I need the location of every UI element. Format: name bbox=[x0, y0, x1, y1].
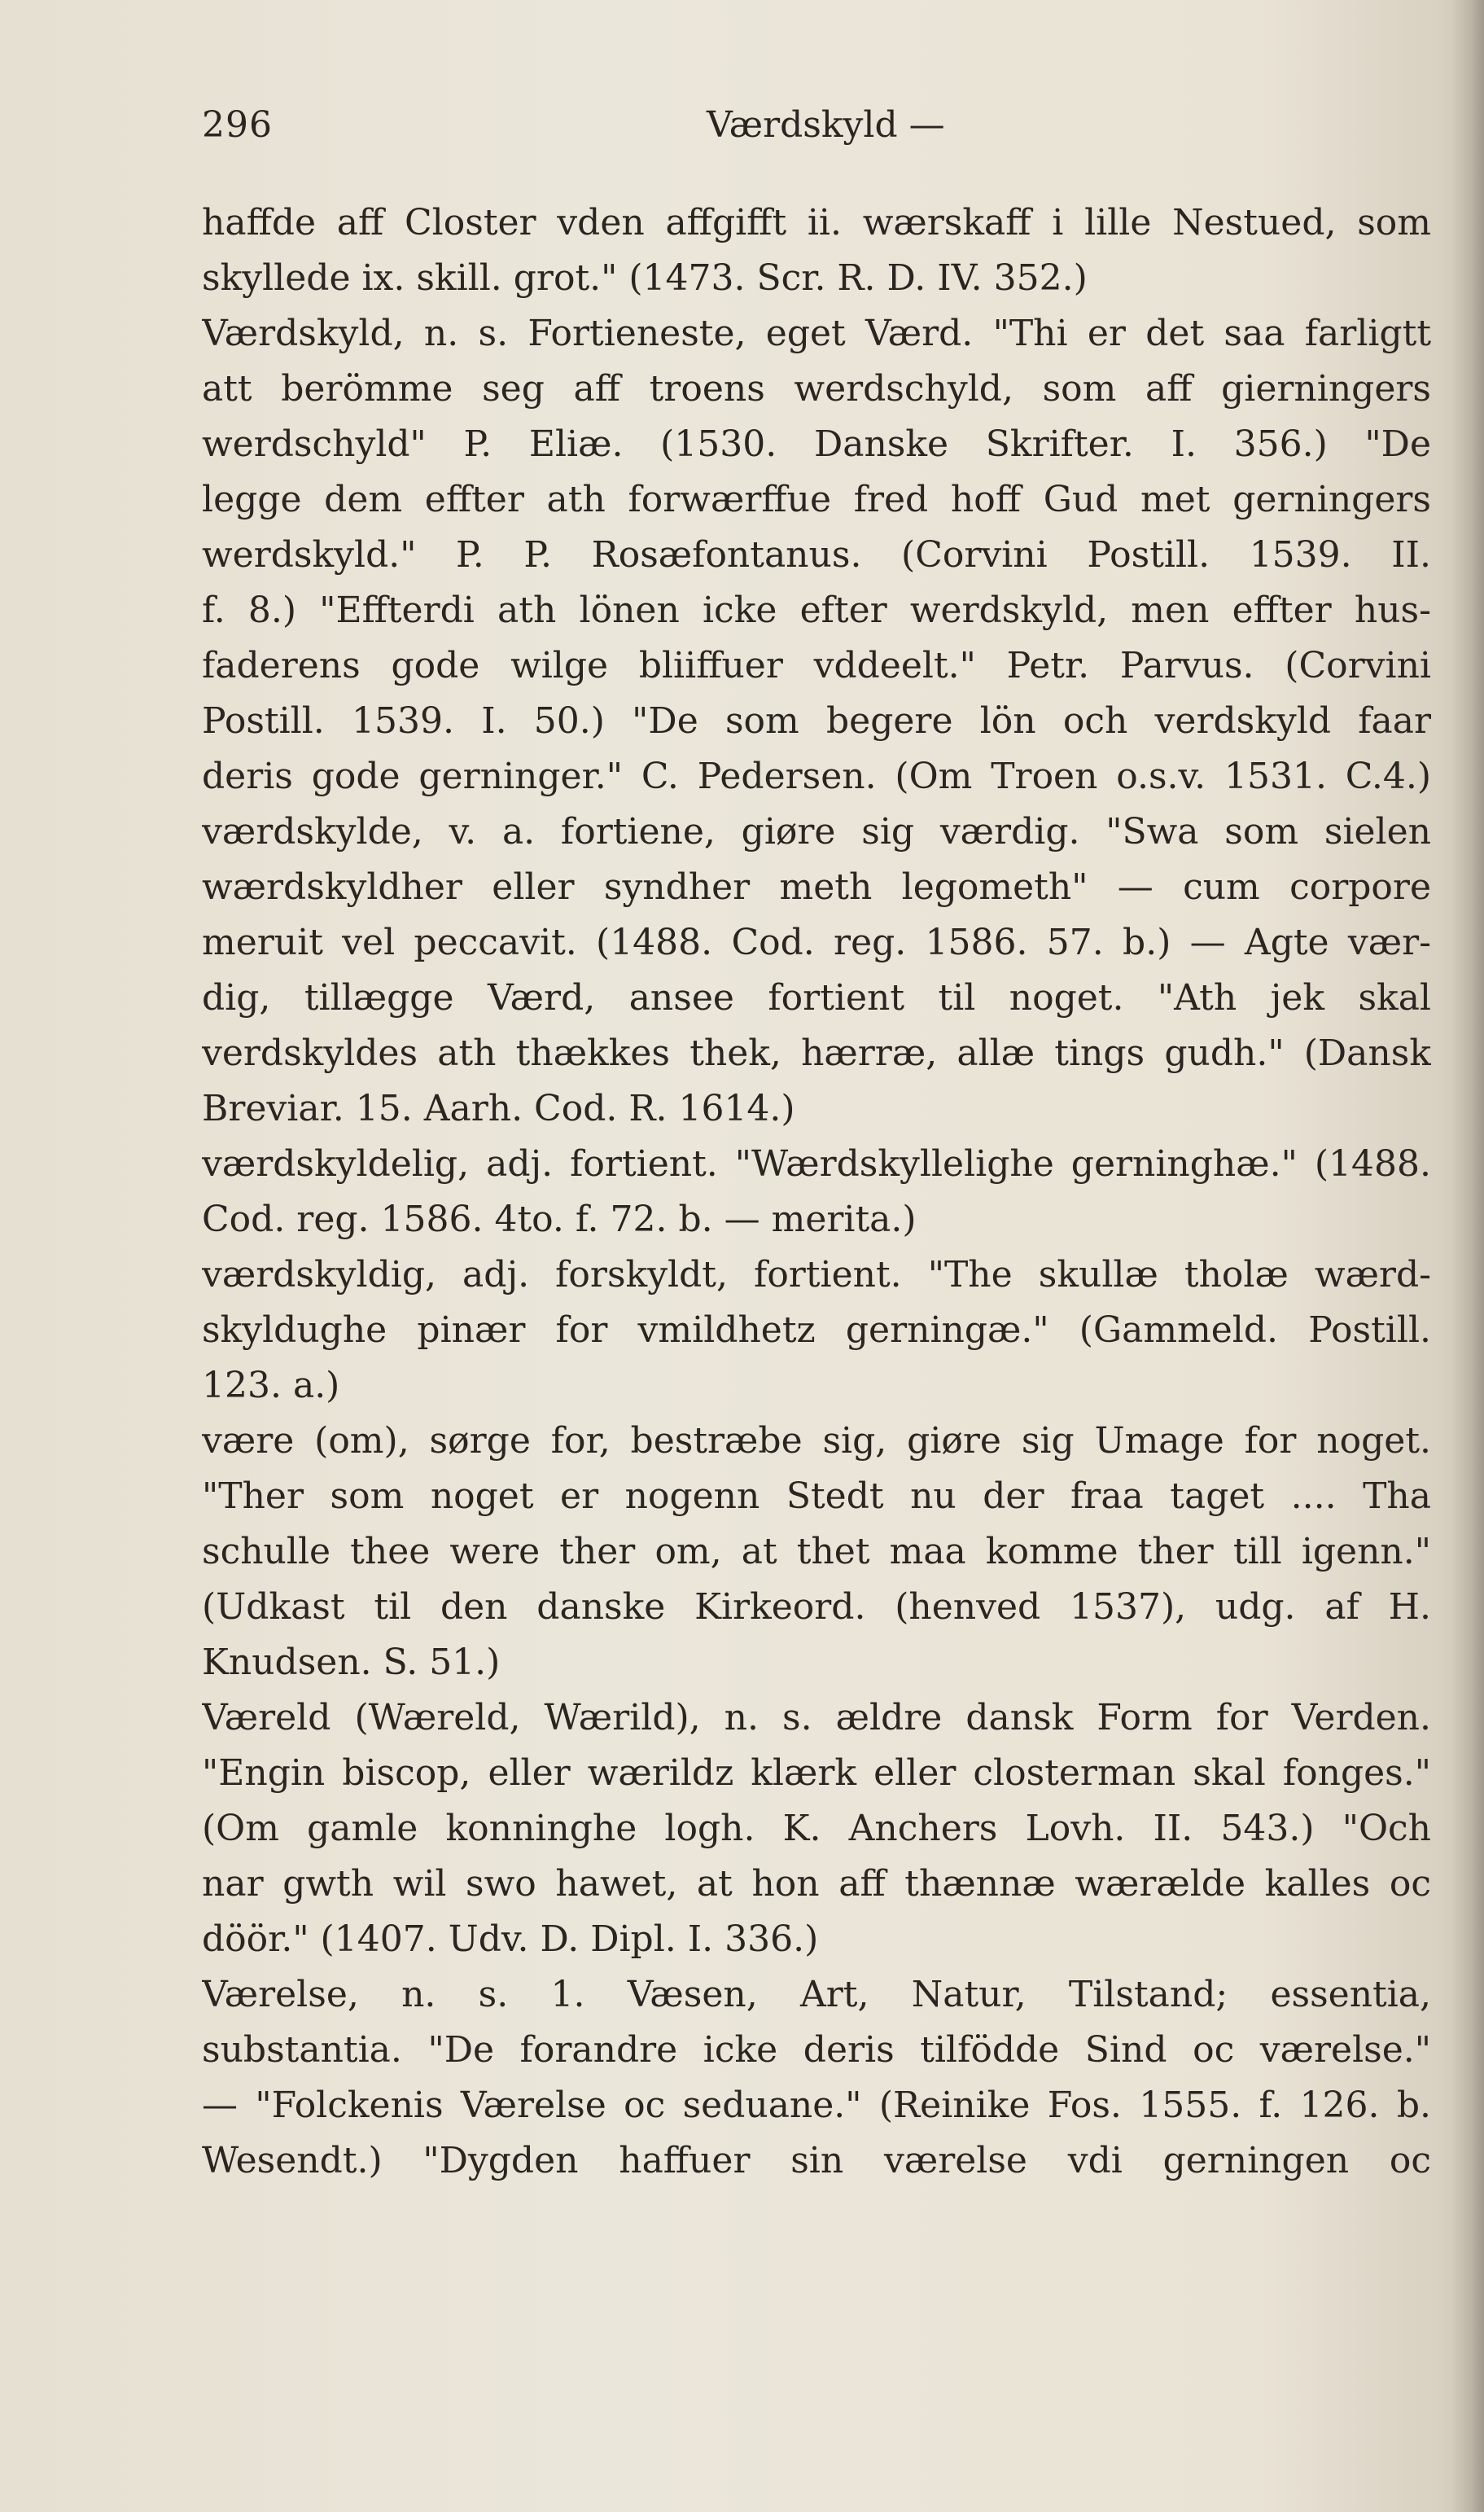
text-line: nar gwth wil swo hawet, at hon aff thænnæ wærælde kalles oc bbox=[202, 1863, 1431, 1905]
text-line: Wesendt.) "Dygden haffuer sin værelse vdi gerningen oc bbox=[202, 2140, 1431, 2181]
text-line-entry-vaerdskyldelig: værdskyldelig, adj. fortient. "Wærdskyllelighe gerninghæ." (1488. bbox=[202, 1143, 1431, 1185]
text-line: werdschyld" P. Eliæ. (1530. Danske Skrifter. I. 356.) "De bbox=[202, 423, 1431, 465]
page-number: 296 bbox=[202, 104, 273, 146]
running-head: Værdskyld — bbox=[707, 104, 945, 146]
text-line: werdskyld." P. P. Rosæfontanus. (Corvini Postill. 1539. II. bbox=[202, 534, 1431, 576]
text-line: dig, tillægge Værd, ansee fortient til noget. "Ath jek skal bbox=[202, 977, 1431, 1019]
page-header bbox=[202, 104, 1423, 153]
text-line: substantia. "De forandre icke deris tilfödde Sind oc værelse." bbox=[202, 2029, 1431, 2071]
page-edge-shadow bbox=[1451, 0, 1484, 2512]
text-line: (Om gamle konninghe logh. K. Anchers Lovh. II. 543.) "Och bbox=[202, 1808, 1431, 1849]
text-line: legge dem effter ath forwærffue fred hoff Gud met gerningers bbox=[202, 479, 1431, 520]
text-line: — "Folckenis Værelse oc seduane." (Reinike Fos. 1555. f. 126. b. bbox=[202, 2085, 1431, 2126]
text-line: skyllede ix. skill. grot." (1473. Scr. R. D. IV. 352.) bbox=[202, 257, 1088, 299]
text-line: wærdskyldher eller syndher meth legometh" — cum corpore bbox=[202, 866, 1431, 908]
text-line: f. 8.) "Effterdi ath lönen icke efter werdskyld, men effter hus- bbox=[202, 590, 1431, 631]
text-line: Postill. 1539. I. 50.) "De som begere lön och verdskyld faar bbox=[202, 700, 1431, 742]
text-line-entry-vaerdskyldig: værdskyldig, adj. forskyldt, fortient. "The skullæ tholæ wærd- bbox=[202, 1254, 1431, 1295]
text-line: att berömme seg aff troens werdschyld, som aff gierningers bbox=[202, 368, 1431, 410]
text-line: "Ther som noget er nogenn Stedt nu der fraa taget .... Tha bbox=[202, 1475, 1431, 1517]
text-line: (Udkast til den danske Kirkeord. (henved 1537), udg. af H. bbox=[202, 1586, 1431, 1628]
text-line: döör." (1407. Udv. D. Dipl. I. 336.) bbox=[202, 1918, 819, 1960]
text-line-entry-vaerdskylde: værdskylde, v. a. fortiene, giøre sig værdig. "Swa som sielen bbox=[202, 811, 1431, 853]
text-line: Cod. reg. 1586. 4to. f. 72. b. — merita.) bbox=[202, 1199, 917, 1240]
text-line: Breviar. 15. Aarh. Cod. R. 1614.) bbox=[202, 1088, 795, 1129]
text-line: meruit vel peccavit. (1488. Cod. reg. 1586. 57. b.) — Agte vær- bbox=[202, 922, 1431, 963]
text-line: "Engin biscop, eller wærildz klærk eller closterman skal fonges." bbox=[202, 1752, 1431, 1794]
text-line: deris gode gerninger." C. Pedersen. (Om Troen o.s.v. 1531. C.4.) bbox=[202, 756, 1431, 797]
dictionary-text bbox=[202, 195, 1431, 2280]
text-line: faderens gode wilge bliiffuer vddeelt." Petr. Parvus. (Corvini bbox=[202, 645, 1431, 686]
text-line-entry-vaerelse: Værelse, n. s. 1. Væsen, Art, Natur, Tilstand; essentia, bbox=[202, 1974, 1431, 2015]
text-line: verdskyldes ath thækkes thek, hærræ, allæ tings gudh." (Dansk bbox=[202, 1032, 1431, 1074]
text-line: Knudsen. S. 51.) bbox=[202, 1642, 501, 1683]
text-line: haffde aff Closter vden affgifft ii. wærskaff i lille Nestued, som bbox=[202, 202, 1431, 243]
text-line: skyldughe pinær for vmildhetz gerningæ." (Gammeld. Postill. bbox=[202, 1309, 1431, 1351]
text-line-entry-vaerdskyld: Værdskyld, n. s. Fortieneste, eget Værd. "Thi er det saa farligtt bbox=[202, 313, 1431, 354]
text-line-entry-vaereld: Væreld (Wæreld, Wærild), n. s. ældre dansk Form for Verden. bbox=[202, 1697, 1431, 1738]
text-line: 123. a.) bbox=[202, 1365, 340, 1406]
text-line-entry-vaere: være (om), sørge for, bestræbe sig, giøre sig Umage for noget. bbox=[202, 1420, 1431, 1462]
text-line: schulle thee were ther om, at thet maa komme ther till igenn." bbox=[202, 1531, 1431, 1572]
